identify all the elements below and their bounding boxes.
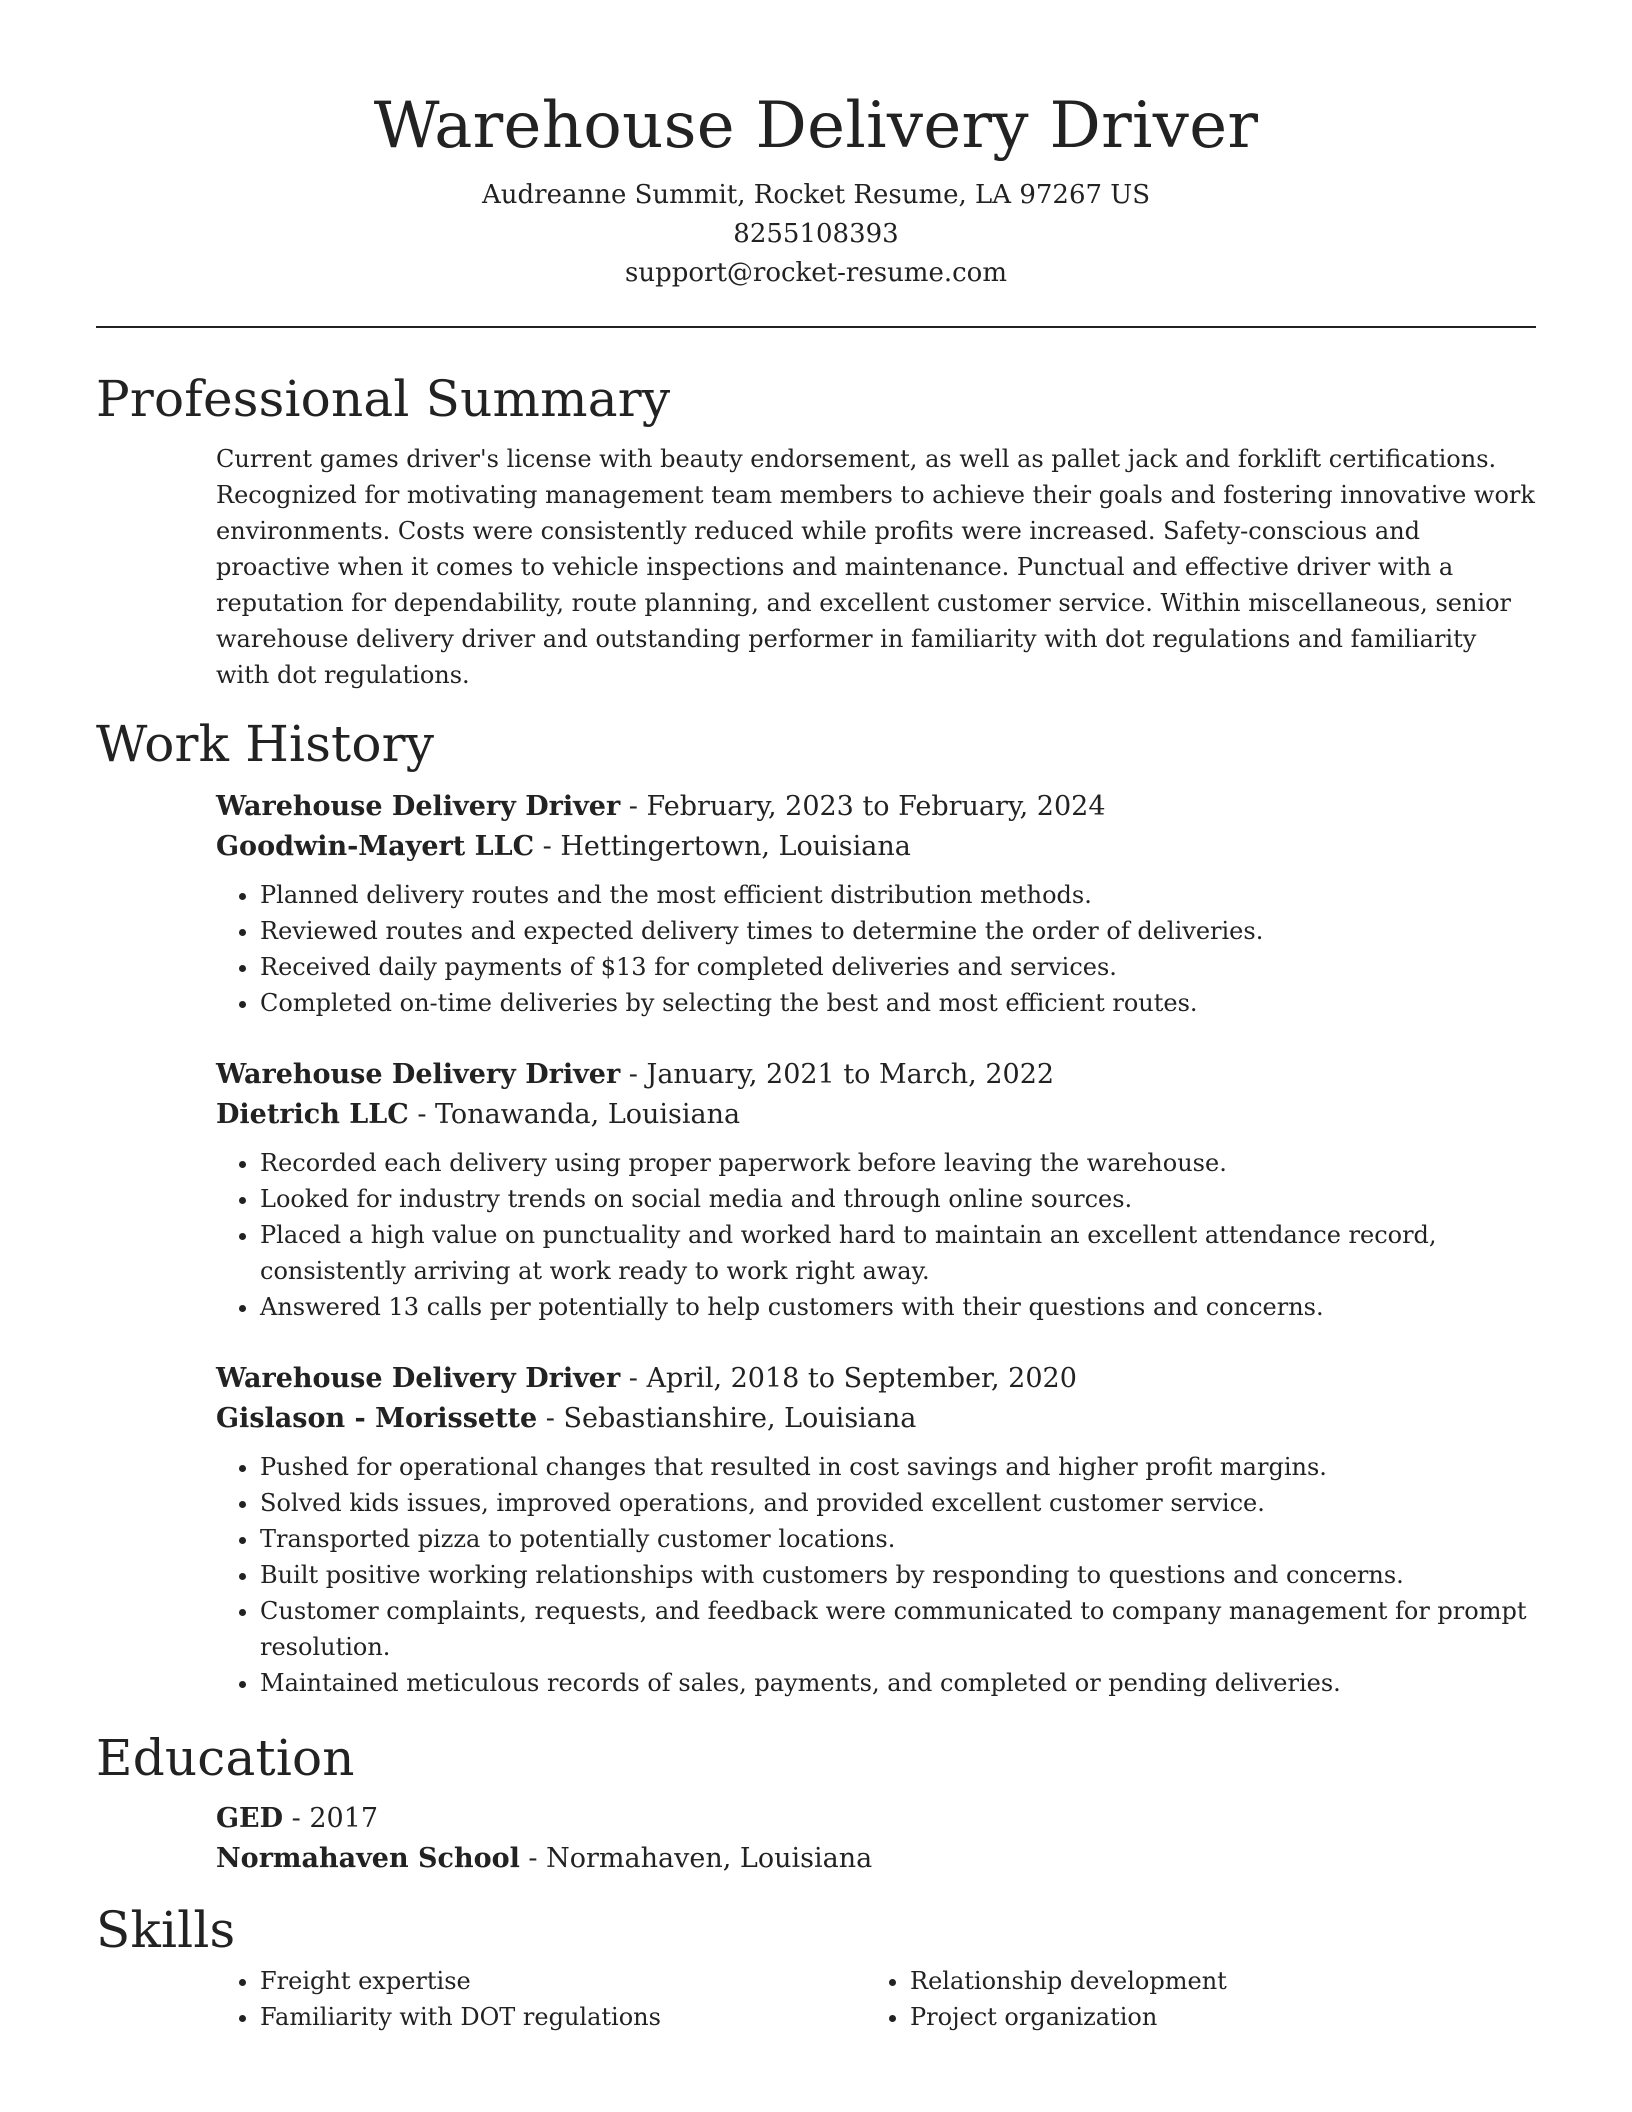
education-year: - 2017: [283, 1803, 379, 1834]
skills-column-right: [866, 1963, 1516, 2035]
skills-grid: [216, 1963, 1516, 2035]
summary-section: [96, 368, 1536, 693]
skills-column-left: [216, 1963, 866, 2035]
education-section: [96, 1727, 1536, 1879]
contact-block: [96, 176, 1536, 293]
skills-heading: Skills: [96, 1901, 236, 1959]
list-item: • Completed on-time deliveries by selecting the best and most efficient routes.: [260, 985, 1536, 1021]
education-degree-line: [216, 1799, 1536, 1839]
education-location: - Normahaven, Louisiana: [519, 1843, 873, 1874]
job-company: Dietrich LLC: [216, 1099, 409, 1130]
job-entry: [216, 1359, 1536, 1701]
job-company: Gislason - Morissette: [216, 1403, 538, 1434]
list-item: • Placed a high value on punctuality and worked hard to maintain an excellent attendance record, consistently arriving at work ready to work right away.: [260, 1217, 1536, 1289]
job-entry: [216, 1055, 1536, 1325]
list-item: • Freight expertise: [260, 1963, 866, 1999]
list-item: • Familiarity with DOT regulations: [260, 1999, 866, 2035]
list-item: • Looked for industry trends on social media and through online sources.: [260, 1181, 1536, 1217]
work-body: [96, 787, 1536, 1701]
education-school-line: [216, 1839, 1536, 1879]
job-company: Goodwin-Mayert LLC: [216, 831, 535, 862]
resume-page: [96, 0, 1536, 2035]
summary-text: Current games driver's license with beauty endorsement, as well as pallet jack and forklift certifications. Recognized for motivating management team members to achieve their goals and fostering innovative work environments. Costs were consistently reduced while profits were increased. Safety-conscious and proactive when it comes to vehicle inspections and maintenance. Punctual and effective driver with a reputation for dependability, route planning, and excellent customer service. Within miscellaneous, senior warehouse delivery driver and outstanding performer in familiarity with dot regulations and familiarity with dot regulations.: [216, 445, 1535, 689]
resume-name: Warehouse Delivery Driver: [373, 89, 1259, 163]
summary-body: [96, 441, 1536, 693]
job-location: - Hettingertown, Louisiana: [534, 831, 911, 862]
list-item: • Reviewed routes and expected delivery times to determine the order of deliveries.: [260, 913, 1536, 949]
list-item: • Transported pizza to potentially customer locations.: [260, 1521, 1536, 1557]
job-dates: - January, 2021 to March, 2022: [620, 1059, 1055, 1090]
skills-section: [96, 1899, 1536, 2035]
skills-body: [96, 1963, 1536, 2035]
resume-header: [96, 0, 1536, 293]
contact-phone: 8255108393: [733, 219, 899, 249]
list-item: • Solved kids issues, improved operations, and provided excellent customer service.: [260, 1485, 1536, 1521]
job-bullets: [216, 877, 1536, 1021]
job-title-line: [216, 1359, 1536, 1399]
list-item: • Relationship development: [910, 1963, 1516, 1999]
job-bullets: [216, 1449, 1536, 1701]
job-company-line: [216, 827, 1536, 867]
list-item: • Project organization: [910, 1999, 1516, 2035]
header-divider: [96, 326, 1536, 328]
job-role: Warehouse Delivery Driver: [216, 1363, 621, 1394]
job-role: Warehouse Delivery Driver: [216, 1059, 621, 1090]
job-dates: - April, 2018 to September, 2020: [620, 1363, 1077, 1394]
list-item: • Answered 13 calls per potentially to help customers with their questions and concerns.: [260, 1289, 1536, 1325]
job-company-line: [216, 1095, 1536, 1135]
skills-list: [866, 1963, 1516, 2035]
job-title-line: [216, 1055, 1536, 1095]
job-title-line: [216, 787, 1536, 827]
education-degree: GED: [216, 1803, 284, 1834]
list-item: • Maintained meticulous records of sales, payments, and completed or pending deliveries.: [260, 1665, 1536, 1701]
skills-list: [216, 1963, 866, 2035]
education-body: [96, 1799, 1536, 1879]
summary-heading: Professional Summary: [96, 370, 671, 428]
job-entry: [216, 787, 1536, 1021]
list-item: • Customer complaints, requests, and feedback were communicated to company management for prompt resolution.: [260, 1593, 1536, 1665]
list-item: • Recorded each delivery using proper paperwork before leaving the warehouse.: [260, 1145, 1536, 1181]
job-location: - Sebastianshire, Louisiana: [537, 1403, 917, 1434]
work-section: [96, 713, 1536, 1701]
work-heading: Work History: [96, 715, 435, 773]
list-item: • Planned delivery routes and the most efficient distribution methods.: [260, 877, 1536, 913]
job-dates: - February, 2023 to February, 2024: [620, 791, 1106, 822]
education-school: Normahaven School: [216, 1843, 520, 1874]
job-location: - Tonawanda, Louisiana: [408, 1099, 741, 1130]
list-item: • Received daily payments of $13 for completed deliveries and services.: [260, 949, 1536, 985]
job-role: Warehouse Delivery Driver: [216, 791, 621, 822]
contact-address: Audreanne Summit, Rocket Resume, LA 97267 US: [481, 180, 1151, 210]
list-item: • Pushed for operational changes that resulted in cost savings and higher profit margins.: [260, 1449, 1536, 1485]
job-company-line: [216, 1399, 1536, 1439]
job-bullets: [216, 1145, 1536, 1325]
list-item: • Built positive working relationships with customers by responding to questions and concerns.: [260, 1557, 1536, 1593]
education-heading: Education: [96, 1729, 355, 1787]
contact-email: support@rocket-resume.com: [624, 258, 1007, 288]
